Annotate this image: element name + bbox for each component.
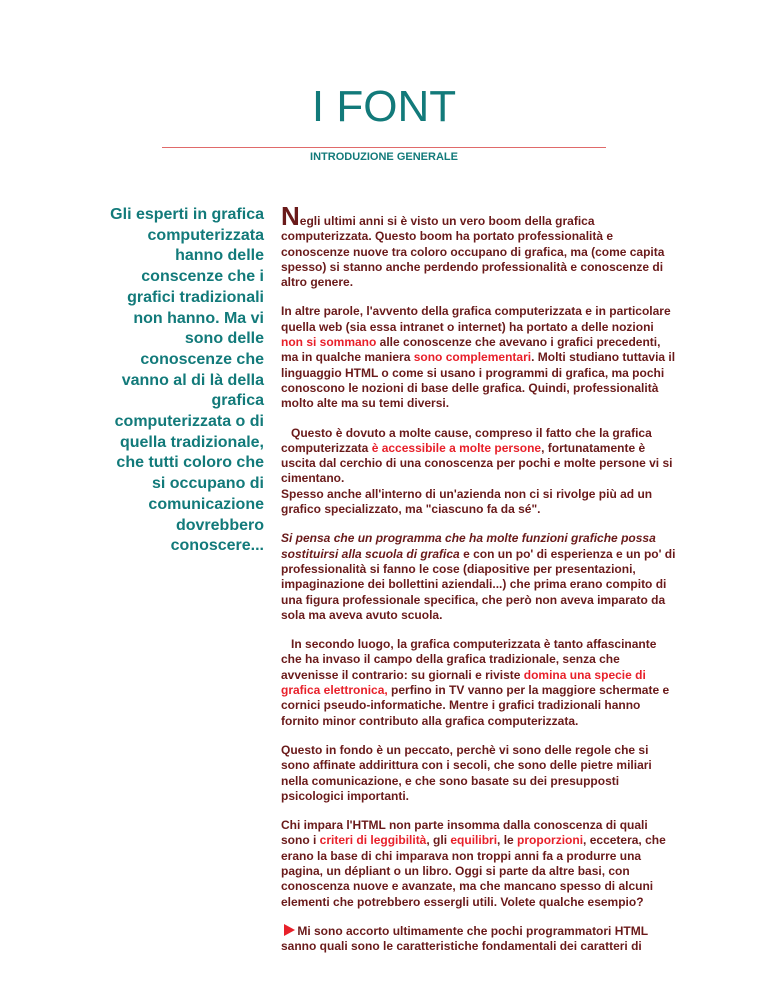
paragraph-5 bbox=[281, 637, 677, 729]
paragraph-text: Questo è dovuto a molte cause, compreso il fatto che la grafica computerizzata bbox=[281, 425, 652, 455]
title-divider bbox=[162, 147, 606, 148]
article-body bbox=[281, 201, 677, 968]
paragraph-text: egli ultimi anni si è visto un vero boom della grafica computerizzata. Questo boom ha portato professionalità e conoscenze nuove tra coloro occupano di grafica, ma (come capita spesso) si stanno anche perdendo professionalità e conoscenze di altro genere. bbox=[281, 214, 665, 290]
paragraph-text: . Molti studiano tuttavia il linguaggio HTML o come si usano i programmi di grafica, ma pochi conoscono le nozioni di base delle grafica. Quindi, professionalità molto alte ma su temi diversi. bbox=[281, 350, 676, 411]
paragraph-2 bbox=[281, 304, 677, 411]
paragraph-1 bbox=[281, 201, 677, 290]
paragraph-text: Spesso anche all'interno di un'azienda non ci si rivolge più ad un grafico specializzato, ma "ciascuno fa da sé". bbox=[281, 486, 653, 517]
paragraph-8 bbox=[281, 924, 677, 955]
highlight-text: domina una specie di grafica elettronica, bbox=[281, 667, 646, 698]
highlight-text: proporzioni bbox=[517, 833, 584, 848]
paragraph-4 bbox=[281, 531, 677, 623]
paragraph-6: Questo in fondo è un peccato, perchè vi sono delle regole che si sono affinate addirittura con i secoli, che sono delle pietre miliari nella comunicazione, e che sono basate su dei presupposti psicologici importanti. bbox=[281, 742, 652, 803]
paragraph-text: Chi impara l'HTML non parte insomma dalla conoscenza di quali sono i bbox=[281, 818, 648, 848]
paragraph-text: , fortunatamente è uscita dal cerchio di una conoscenza per pochi e molte persone vi si cimentano. bbox=[281, 440, 673, 486]
paragraph-3 bbox=[281, 426, 677, 518]
sidebar-quote: Gli esperti in grafica computerizzata hanno delle conscenze che i grafici tradizionali non hanno. Ma vi sono delle conoscenze che vanno al di là della grafica computerizzata o di quella tradizionale, che tutti coloro che si occupano di comunicazione dovrebbero conoscere... bbox=[110, 206, 264, 555]
paragraph-text: alle conoscenze che avevano i grafici precedenti, ma in qualche maniera bbox=[281, 335, 661, 365]
italic-text: Si pensa che un programma che ha molte funzioni grafiche possa sostituirsi alla scuola di grafica bbox=[281, 531, 656, 561]
highlight-text: criteri di leggibilità bbox=[319, 833, 427, 848]
highlight-text: sono complementari bbox=[413, 350, 532, 365]
highlight-text: è accessibile a molte persone bbox=[371, 440, 542, 455]
paragraph-text: e con un po' di esperienza e un po' di professionalità si fanno le cose (diapositive per presentazioni, impaginazione dei bollettini aziendali...) che prima erano compito di una figura professionale specifica, che però non aveva imparato da sola ma aveva avuto scuola. bbox=[281, 546, 676, 622]
paragraph-text: In secondo luogo, la grafica computerizzata è tanto affascinante che ha invaso il campo della grafica tradizionale, senza che avvenisse il contrario: su giornali e riviste bbox=[281, 637, 657, 682]
red-triangle-icon bbox=[284, 924, 295, 936]
page-subtitle: INTRODUZIONE GENERALE bbox=[310, 151, 458, 163]
paragraph-text: , gli bbox=[426, 833, 451, 848]
paragraph-text: In altre parole, l'avvento della grafica computerizzata e in particolare quella web (sia essa intranet o internet) ha portato a delle nozioni bbox=[281, 304, 671, 334]
paragraph-7 bbox=[281, 818, 677, 910]
paragraph-text: Mi sono accorto ultimamente che pochi programmatori HTML sanno quali sono le caratteristiche fondamentali dei caratteri di bbox=[281, 923, 648, 954]
paragraph-text: , eccetera, che erano la base di chi imparava non troppi anni fa a produrre una pagina, un dépliant o un libro. Oggi si parte da altre basi, con conoscenza nuove e avanzate, ma che mancano spesso di alcuni elementi che potrebbero essergli utili. Volete qualche esempio? bbox=[281, 833, 666, 909]
paragraph-text: perfino in TV vanno per la maggiore schermate e cornici pseudo-informatiche. Mentre i grafici tradizionali hanno fornito minor contributo alla grafica computerizzata. bbox=[281, 683, 670, 728]
paragraph-text: , le bbox=[497, 833, 518, 848]
highlight-text: non si sommano bbox=[281, 335, 377, 350]
highlight-text: equilibri bbox=[450, 833, 498, 848]
drop-cap: N bbox=[281, 201, 300, 231]
page-title: I FONT bbox=[311, 82, 457, 131]
